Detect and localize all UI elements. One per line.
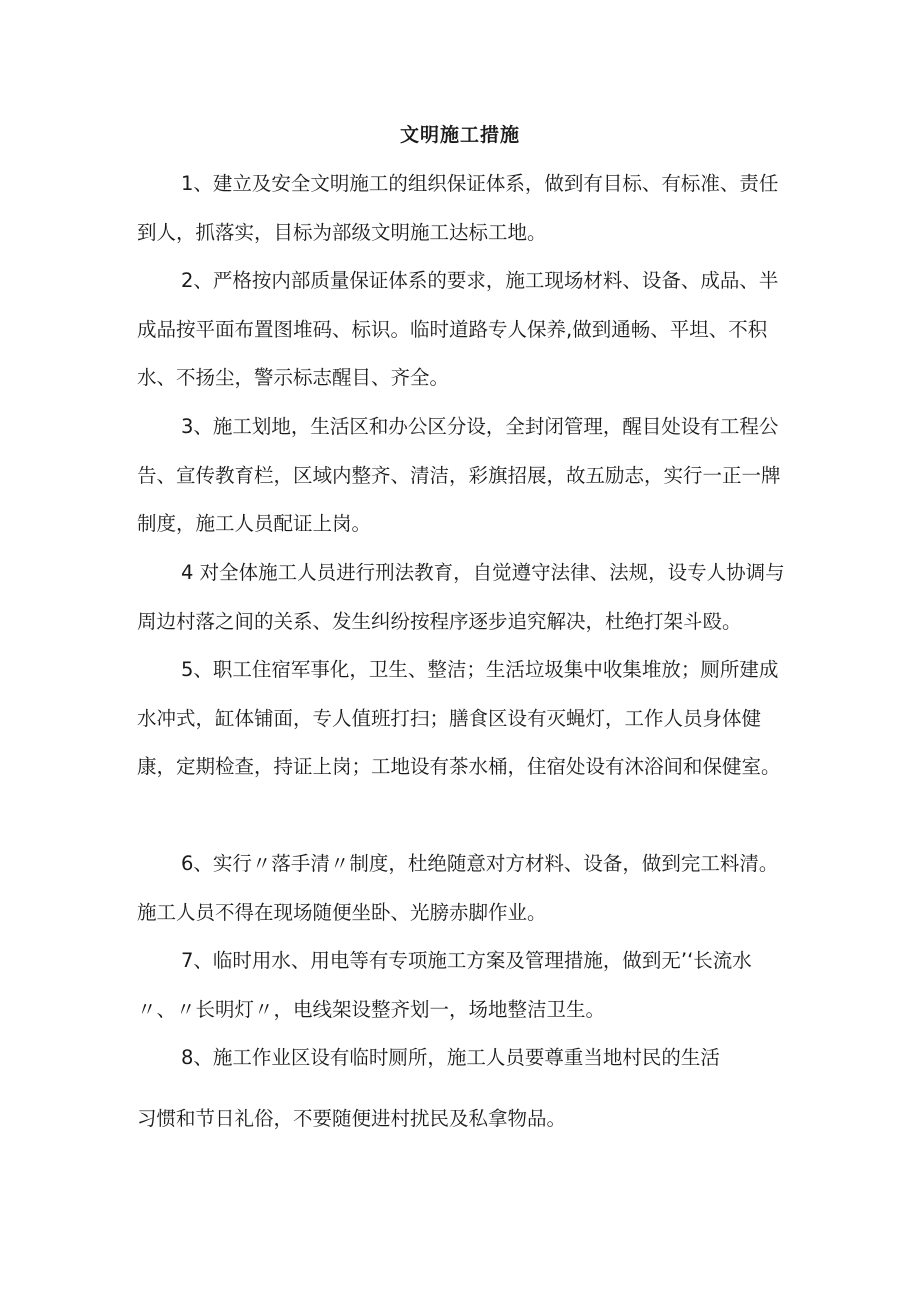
paragraph-2: 2、严格按内部质量保证体系的要求，施工现场材料、设备、成品、半成品按平面布置图堆码、标识。临时道路专人保养,做到通畅、平坦、不积水、不扬尘，警示标志醒目、齐全。 bbox=[137, 269, 779, 389]
paragraph-5: 5、职工住宿军事化，卫生、整洁；生活垃圾集中收集堆放；厕所建成水冲式，缸体铺面，专人值班打扫；膳食区设有灭蝇灯，工作人员身体健康，定期检查，持证上岗；工地设有茶水桶，住宿处设有沐浴间和保健室。 bbox=[137, 658, 781, 778]
paragraph-4: 4 对全体施工人员进行刑法教育，自觉遵守法律、法规，设专人协调与周边村落之间的关系、发生纠纷按程序逐步追究解决，杜绝打架斗殴。 bbox=[137, 561, 785, 633]
paragraph-7: 7、临时用水、用电等有专项施工方案及管理措施，做到无’‘长流水〃、〃长明灯〃，电线架设整齐划一，场地整洁卫生。 bbox=[137, 949, 752, 1021]
paragraph-3: 3、施工划地，生活区和办公区分设，全封闭管理，醒目处设有工程公告、宣传教育栏，区域内整齐、清洁，彩旗招展，故五励志，实行一正一牌制度，施工人员配证上岗。 bbox=[137, 415, 781, 535]
paragraph-1: 1、建立及安全文明施工的组织保证体系，做到有目标、有标准、责任到人，抓落实，目标为部级文明施工达标工地。 bbox=[137, 172, 779, 244]
paragraph-8: 8、施工作业区设有临时厕所，施工人员要尊重当地村民的生活 bbox=[181, 1046, 720, 1069]
document-title: 文明施工措施 bbox=[399, 124, 520, 146]
paragraph-8-continuation: 习惯和节日礼俗，不要随便进村扰民及私拿物品。 bbox=[137, 1107, 567, 1130]
paragraph-6: 6、实行〃落手清〃制度，杜绝随意对方材料、设备，做到完工料清。施工人员不得在现场随便坐卧、光膀赤脚作业。 bbox=[137, 852, 779, 924]
